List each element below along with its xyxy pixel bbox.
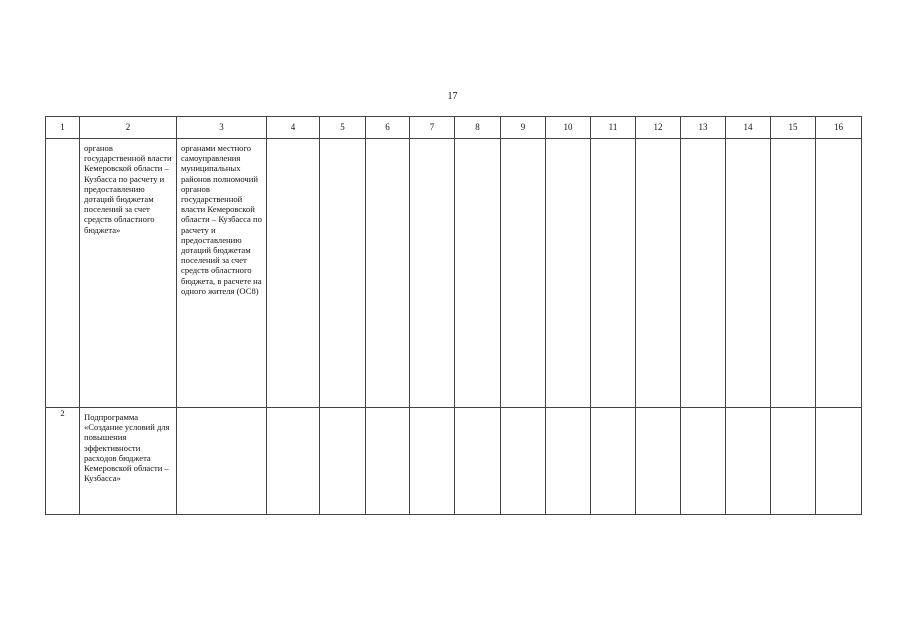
row-indicator: органами местного самоуправления муниципальных районов полномочий органов государственной власти Кемеровской области – Кузбасса по расчету и предоставлению дотаций бюджетам поселений за счет средств областного бюджета, в расчете на одного жителя (ОС8): [181, 143, 262, 296]
row-indicator-cell: [177, 139, 267, 408]
empty-cell: [501, 139, 546, 408]
header-cell-11: 11: [591, 117, 636, 139]
empty-cell: [771, 139, 816, 408]
row-number: 2: [46, 408, 80, 515]
data-table: [45, 116, 862, 515]
row-name-cell: [80, 139, 177, 408]
page-number: 17: [447, 91, 458, 102]
table-row: [46, 139, 862, 408]
empty-cell: [816, 139, 862, 408]
table-row: [46, 408, 862, 515]
header-cell-12: 12: [636, 117, 681, 139]
empty-cell: [546, 139, 591, 408]
header-cell-4: 4: [267, 117, 320, 139]
header-cell-2: 2: [80, 117, 177, 139]
header-cell-7: 7: [410, 117, 455, 139]
empty-cell: [726, 139, 771, 408]
empty-cell: [591, 139, 636, 408]
header-cell-3: 3: [177, 117, 267, 139]
row-indicator-cell: [177, 408, 267, 515]
empty-cell: [816, 408, 862, 515]
header-cell-16: 16: [816, 117, 862, 139]
empty-cell: [726, 408, 771, 515]
empty-cell: [366, 139, 410, 408]
row-name: органов государственной власти Кемеровской области – Кузбасса по расчету и предоставлению дотаций бюджетам поселений за счет средств областного бюджета»: [84, 143, 172, 235]
header-cell-6: 6: [366, 117, 410, 139]
row-indicator: [177, 408, 266, 412]
empty-cell: [320, 139, 366, 408]
empty-cell: [681, 139, 726, 408]
empty-cell: [636, 139, 681, 408]
empty-cell: [410, 408, 455, 515]
empty-cell: [501, 408, 546, 515]
header-cell-8: 8: [455, 117, 501, 139]
empty-cell: [681, 408, 726, 515]
empty-cell: [771, 408, 816, 515]
header-cell-13: 13: [681, 117, 726, 139]
header-cell-5: 5: [320, 117, 366, 139]
header-cell-10: 10: [546, 117, 591, 139]
empty-cell: [455, 139, 501, 408]
empty-cell: [591, 408, 636, 515]
empty-cell: [410, 139, 455, 408]
header-cell-14: 14: [726, 117, 771, 139]
header-cell-1: 1: [46, 117, 80, 139]
header-cell-15: 15: [771, 117, 816, 139]
empty-cell: [455, 408, 501, 515]
empty-cell: [320, 408, 366, 515]
header-row: [46, 117, 862, 139]
empty-cell: [636, 408, 681, 515]
row-number: [46, 139, 80, 408]
empty-cell: [366, 408, 410, 515]
empty-cell: [267, 139, 320, 408]
empty-cell: [546, 408, 591, 515]
header-cell-9: 9: [501, 117, 546, 139]
empty-cell: [267, 408, 320, 515]
row-name-cell: [80, 408, 177, 515]
row-name: Подпрограмма «Создание условий для повышения эффективности расходов бюджета Кемеровской области – Кузбасса»: [84, 412, 170, 484]
